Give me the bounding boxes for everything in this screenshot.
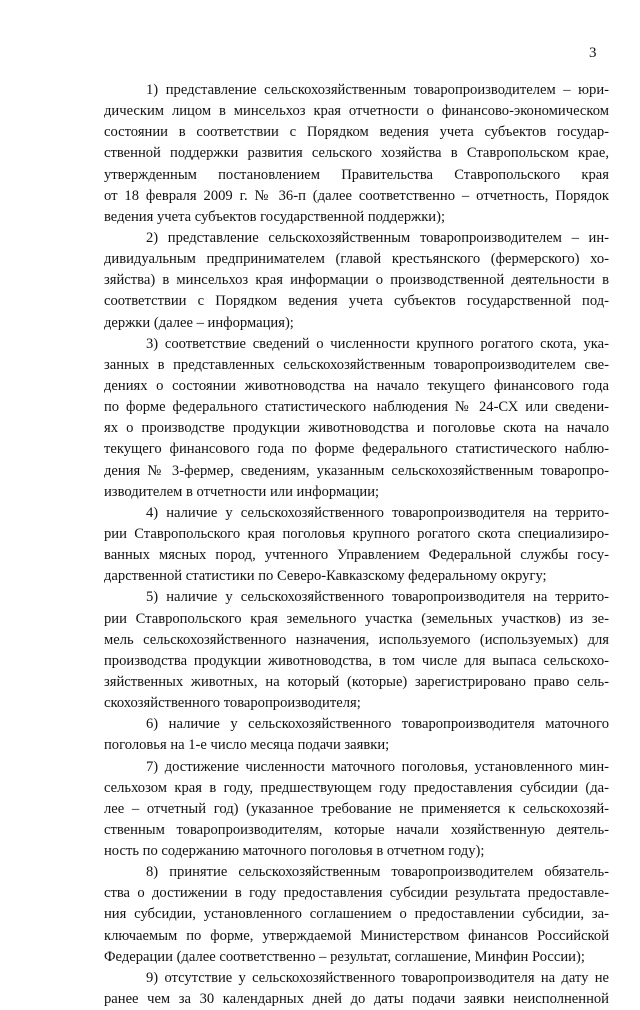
paragraph-line: дарственной статистики по Северо-Кавказскому федеральному округу;	[104, 568, 547, 585]
paragraph-2	[104, 228, 609, 334]
paragraph-line: скохозяйственного товаропроизводителя;	[104, 695, 361, 712]
paragraph-line: поголовья на 1-е число месяца подачи заявки;	[104, 737, 390, 754]
paragraph-line: ях о производстве продукции животноводства и поголовье скота на начало	[104, 420, 609, 437]
paragraph-line: ключаемым по форме, утверждаемой Министерством финансов Российской	[104, 927, 609, 944]
paragraph-line: изводителем в отчетности или информации;	[104, 483, 380, 500]
paragraph-7	[104, 757, 609, 863]
page-number: 3	[589, 45, 597, 61]
paragraph-4	[104, 503, 609, 588]
paragraph-line: ства о достижении в году предоставления субсидии результата предоставле-	[104, 885, 609, 902]
paragraph-line: ственной поддержки развития сельского хозяйства в Ставропольском крае,	[104, 145, 609, 162]
paragraph-line: 3) соответствие сведений о численности крупного рогатого скота, ука-	[146, 335, 609, 352]
paragraph-line: от 18 февраля 2009 г. № 36-п (далее соответственно – отчетность, Порядок	[104, 187, 609, 204]
paragraph-line: 8) принятие сельскохозяйственным товаропроизводителем обязатель-	[146, 864, 609, 881]
paragraph-line: дическим лицом в минсельхоз края отчетности о финансово-экономическом	[104, 103, 609, 120]
paragraph-line: мель сельскохозяйственного назначения, используемого (используемых) для	[104, 631, 609, 648]
paragraph-line: по форме федерального статистического наблюдения № 24-СХ или сведени-	[104, 399, 609, 416]
paragraph-line: текущего финансового года по форме федерального статистического наблю-	[104, 441, 609, 458]
paragraph-line: 5) наличие у сельскохозяйственного товаропроизводителя на террито-	[146, 589, 609, 606]
paragraph-8	[104, 862, 609, 968]
paragraph-line: производства продукции животноводства, в том числе для выпаса сельскохо-	[104, 652, 609, 669]
paragraph-line: зяйства) в минсельхоз края информации о производственной деятельности в	[104, 272, 609, 289]
paragraph-line: соответствии с Порядком ведения учета субъектов государственной под-	[104, 293, 609, 310]
paragraph-line: 7) достижение численности маточного поголовья, установленного мин-	[146, 758, 609, 775]
paragraph-5	[104, 587, 609, 714]
paragraph-line: 9) отсутствие у сельскохозяйственного товаропроизводителя на дату не	[146, 969, 609, 986]
paragraph-line: 2) представление сельскохозяйственным товаропроизводителем – ин-	[146, 229, 609, 246]
paragraph-1	[104, 80, 609, 228]
paragraph-line: дения № 3-фермер, сведениям, указанным сельскохозяйственным товаропро-	[104, 462, 609, 479]
paragraph-line: рии Ставропольского края поголовья крупного рогатого скота специализиро-	[104, 525, 609, 542]
document-body	[104, 80, 609, 1010]
paragraph-line: состоянии в соответствии с Порядком ведения учета субъектов государ-	[104, 124, 609, 141]
paragraph-6	[104, 714, 609, 756]
paragraph-line: 1) представление сельскохозяйственным товаропроизводителем – юри-	[146, 82, 609, 98]
paragraph-line: дивидуальным предпринимателем (главой крестьянского (фермерского) хо-	[104, 251, 609, 268]
paragraph-line: ранее чем за 30 календарных дней до даты подачи заявки неисполненной	[104, 991, 609, 1008]
paragraph-3	[104, 334, 609, 503]
paragraph-line: Федерации (далее соответственно – результат, соглашение, Минфин России);	[104, 948, 585, 965]
paragraph-line: утвержденным постановлением Правительства Ставропольского края	[104, 166, 609, 183]
paragraph-line: зяйственных животных, на который (которые) зарегистрировано право сель-	[104, 673, 609, 690]
paragraph-line: занных в представленных сельскохозяйственным товаропроизводителем све-	[104, 356, 609, 373]
paragraph-line: ванных мясных пород, учтенного Управлением Федеральной службы госу-	[104, 547, 609, 564]
paragraph-line: ведения учета субъектов государственной поддержки);	[104, 208, 446, 225]
paragraph-line: лее – отчетный год) (указанное требование не применяется к сельскохозяй-	[104, 800, 609, 817]
paragraph-line: ственным товаропроизводителям, которые начали хозяйственную деятель-	[104, 821, 609, 838]
paragraph-line: ность по содержанию маточного поголовья в отчетном году);	[104, 843, 485, 860]
paragraph-line: дениях о состоянии животноводства на начало текущего финансового года	[104, 377, 609, 394]
paragraph-line: рии Ставропольского края земельного участка (земельных участков) из зе-	[104, 610, 609, 627]
paragraph-line: 4) наличие у сельскохозяйственного товаропроизводителя на террито-	[146, 504, 609, 521]
paragraph-line: 6) наличие у сельскохозяйственного товаропроизводителя маточного	[146, 716, 609, 733]
paragraph-line: ния субсидии, установленного соглашением о предоставлении субсидии, за-	[104, 906, 609, 923]
paragraph-line: держки (далее – информация);	[104, 314, 294, 331]
paragraph-line: сельхозом края в году, предшествующем году предоставления субсидии (да-	[104, 779, 609, 796]
paragraph-9	[104, 968, 609, 1010]
